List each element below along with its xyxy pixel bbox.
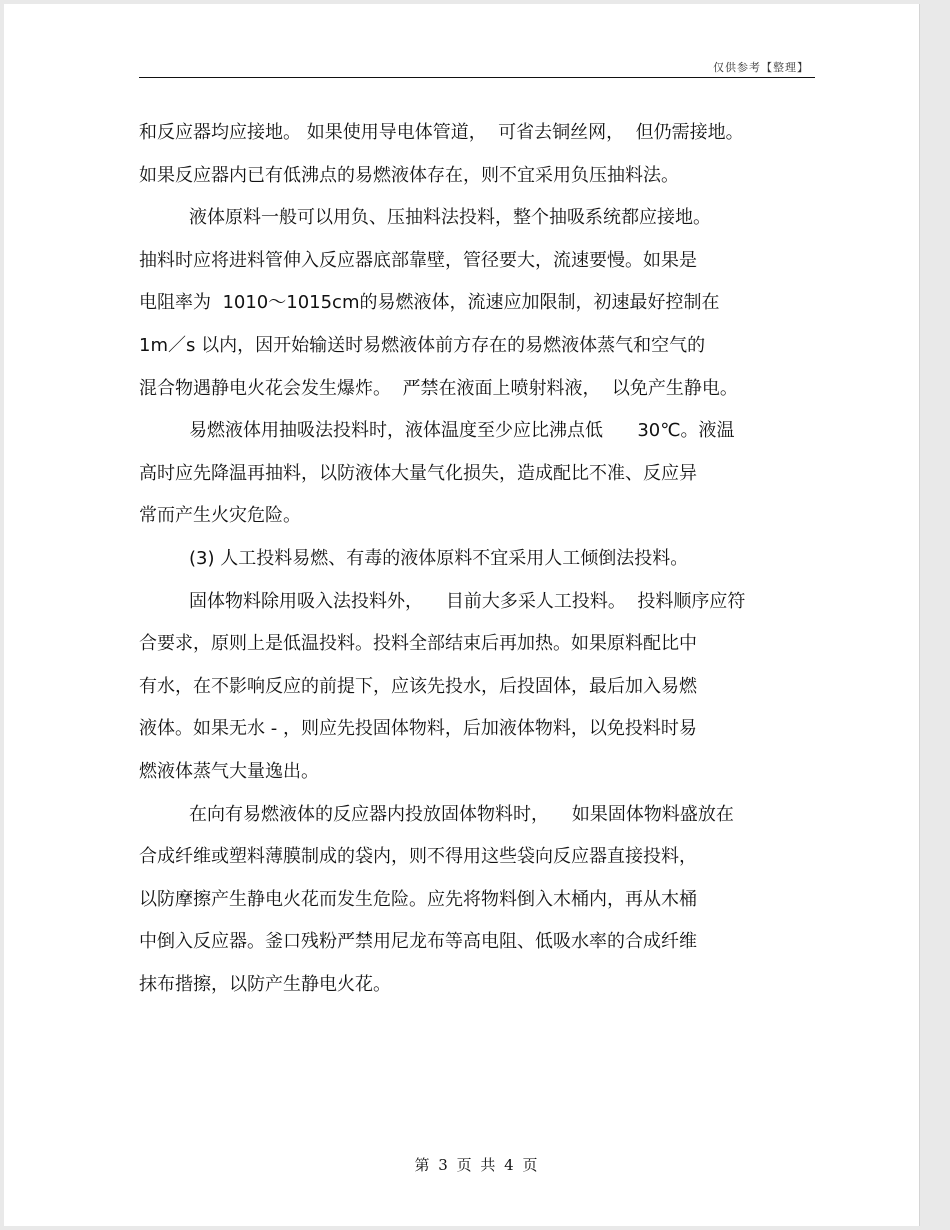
text-line: 抽料时应将进料管伸入反应器底部靠壁，管径要大，流速要慢。如果是	[139, 249, 697, 271]
text-line: 液体原料一般可以用负、压抽料法投料，整个抽吸系统都应接地。	[189, 207, 711, 229]
text-line: 易燃液体用抽吸法投料时，液体温度至少应比沸点低 30℃。液温	[189, 420, 735, 442]
text-line: 固体物料除用吸入法投料外， 目前大多采人工投料。 投料顺序应符	[189, 590, 746, 612]
text-line: 合成纤维或塑料薄膜制成的袋内，则不得用这些袋向反应器直接投料，	[139, 846, 697, 868]
text-line: 抹布揩擦，以防产生静电火花。	[139, 973, 391, 995]
text-line: 以防摩擦产生静电火花而发生危险。应先将物料倒入木桶内，再从木桶	[139, 888, 697, 910]
document-page	[4, 4, 920, 1226]
text-line: 液体。如果无水 - ，则应先投固体物料，后加液体物料，以免投料时易	[139, 718, 697, 740]
text-line: 和反应器均应接地。 如果使用导电体管道， 可省去铜丝网， 但仍需接地。	[139, 122, 744, 143]
page-number: 第 3 页 共 4 页	[414, 1156, 540, 1174]
text-line: 电阻率为 1010～1015cm的易燃液体，流速应加限制，初速最好控制在	[139, 292, 720, 314]
text-line: 高时应先降温再抽料，以防液体大量气化损失，造成配比不准、反应异	[139, 462, 697, 484]
body-text	[139, 112, 819, 1006]
text-line: 1m／s 以内，因开始输送时易燃液体前方存在的易燃液体蒸气和空气的	[139, 334, 706, 356]
text-line: 混合物遇静电火花会发生爆炸。 严禁在液面上喷射料液， 以免产生静电。	[139, 377, 738, 399]
text-line: 有水，在不影响反应的前提下，应该先投水，后投固体，最后加入易燃	[139, 675, 697, 697]
text-line: 如果反应器内已有低沸点的易燃液体存在，则不宜采用负压抽料法。	[139, 164, 679, 186]
header-label: 仅供参考【整理】	[713, 61, 809, 74]
text-line: 在向有易燃液体的反应器内投放固体物料时， 如果固体物料盛放在	[189, 803, 734, 825]
text-line: 合要求，原则上是低温投料。投料全部结束后再加热。如果原料配比中	[139, 633, 697, 655]
text-line: 燃液体蒸气大量逸出。	[139, 760, 319, 782]
text-line: 常而产生火灾危险。	[139, 505, 301, 527]
text-line: 中倒入反应器。釜口残粉严禁用尼龙布等高电阻、低吸水率的合成纤维	[139, 931, 697, 953]
text-line: (3) 人工投料易燃、有毒的液体原料不宜采用人工倾倒法投料。	[189, 547, 689, 569]
header-rule	[139, 77, 815, 78]
